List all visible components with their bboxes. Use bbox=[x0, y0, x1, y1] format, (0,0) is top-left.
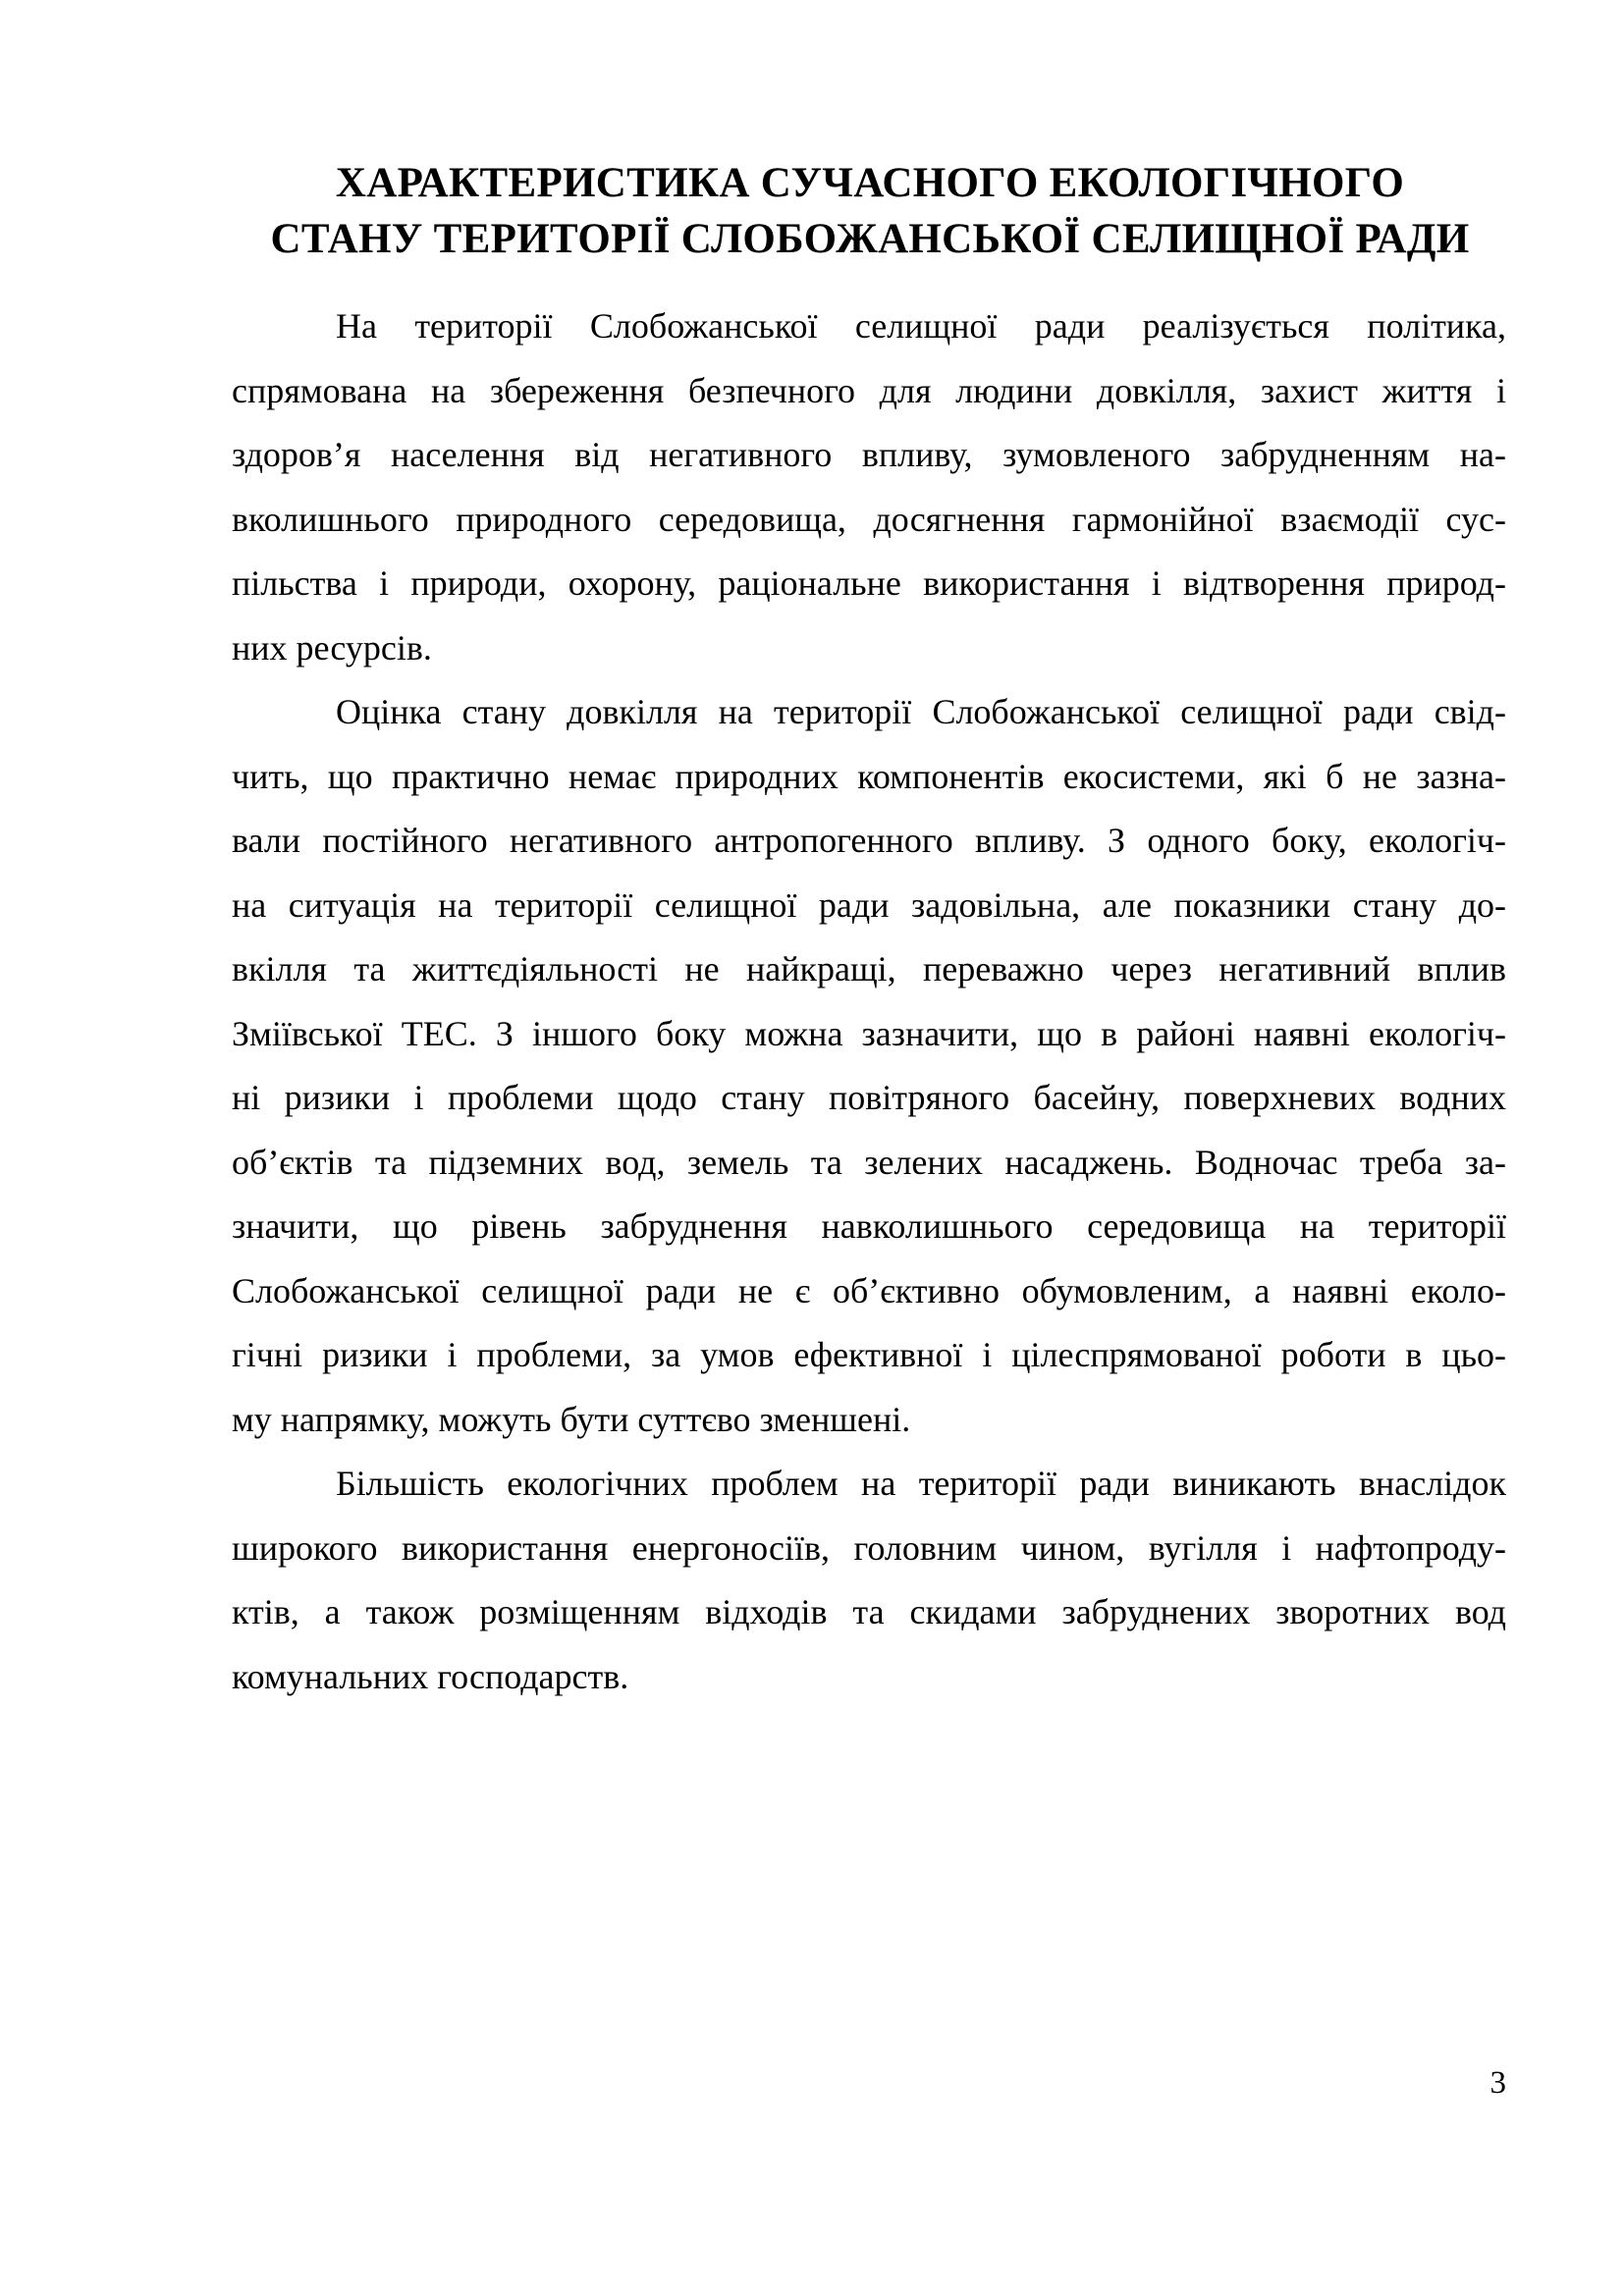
text-line: об’єктів та підземних вод, земель та зелених насаджень. Водночас треба за- bbox=[232, 1142, 1506, 1182]
paragraph-3 bbox=[232, 1452, 1506, 1709]
document-body bbox=[232, 294, 1506, 1709]
text-line: Слобожанської селищної ради не є об’єктивно обумовленим, а наявні еколо- bbox=[232, 1270, 1506, 1310]
text-line: широкого використання енергоносіїв, головним чином, вугілля і нафтопроду- bbox=[232, 1527, 1506, 1568]
text-line: вколишнього природного середовища, досягнення гармонійної взаємодії сус- bbox=[232, 499, 1506, 539]
text-line: на ситуація на території селищної ради задовільна, але показники стану до- bbox=[232, 884, 1506, 925]
page-title-line-1: ХАРАКТЕРИСТИКА СУЧАСНОГО ЕКОЛОГІЧНОГО bbox=[335, 160, 1405, 206]
text-line: Оцінка стану довкілля на території Слобожанської селищної ради свід- bbox=[336, 692, 1506, 731]
text-line: комунальних господарств. bbox=[232, 1656, 629, 1696]
page-title-line-2: СТАНУ ТЕРИТОРІЇ СЛОБОЖАНСЬКОЇ СЕЛИЩНОЇ РАДИ bbox=[270, 216, 1470, 262]
page-title bbox=[232, 155, 1508, 267]
text-line: ні ризики і проблеми щодо стану повітряного басейну, поверхневих водних bbox=[232, 1078, 1506, 1117]
text-line: спрямована на збереження безпечного для людини довкілля, захист життя і bbox=[232, 370, 1506, 410]
text-line: му напрямку, можуть бути суттєво зменшені. bbox=[232, 1399, 911, 1439]
text-line: ктів, а також розміщенням відходів та скидами забруднених зворотних вод bbox=[232, 1592, 1506, 1631]
paragraph-1 bbox=[232, 294, 1506, 680]
text-line: вкілля та життєдіяльності не найкращі, переважно через негативний вплив bbox=[232, 949, 1506, 988]
page-number: 3 bbox=[1489, 2065, 1506, 2101]
text-line: вали постійного негативного антропогенного впливу. З одного боку, екологіч- bbox=[232, 821, 1506, 860]
text-line: На території Слобожанської селищної ради реалізується політика, bbox=[336, 306, 1506, 346]
text-line: Зміївської ТЕС. З іншого боку можна зазначити, що в районі наявні екологіч- bbox=[232, 1013, 1506, 1053]
text-line: значити, що рівень забруднення навколишнього середовища на території bbox=[232, 1206, 1506, 1246]
text-line: гічні ризики і проблеми, за умов ефективної і цілеспрямованої роботи в цьо- bbox=[232, 1335, 1506, 1374]
text-line: чить, що практично немає природних компонентів екосистеми, які б не зазна- bbox=[232, 756, 1506, 796]
text-line: Більшість екологічних проблем на території ради виникають внаслідок bbox=[336, 1464, 1506, 1503]
text-line: пільства і природи, охорону, раціональне використання і відтворення природ- bbox=[232, 563, 1506, 603]
paragraph-2 bbox=[232, 680, 1506, 1452]
text-line: них ресурсів. bbox=[232, 627, 432, 667]
text-line: здоров’я населення від негативного впливу, зумовленого забрудненням на- bbox=[232, 435, 1506, 474]
